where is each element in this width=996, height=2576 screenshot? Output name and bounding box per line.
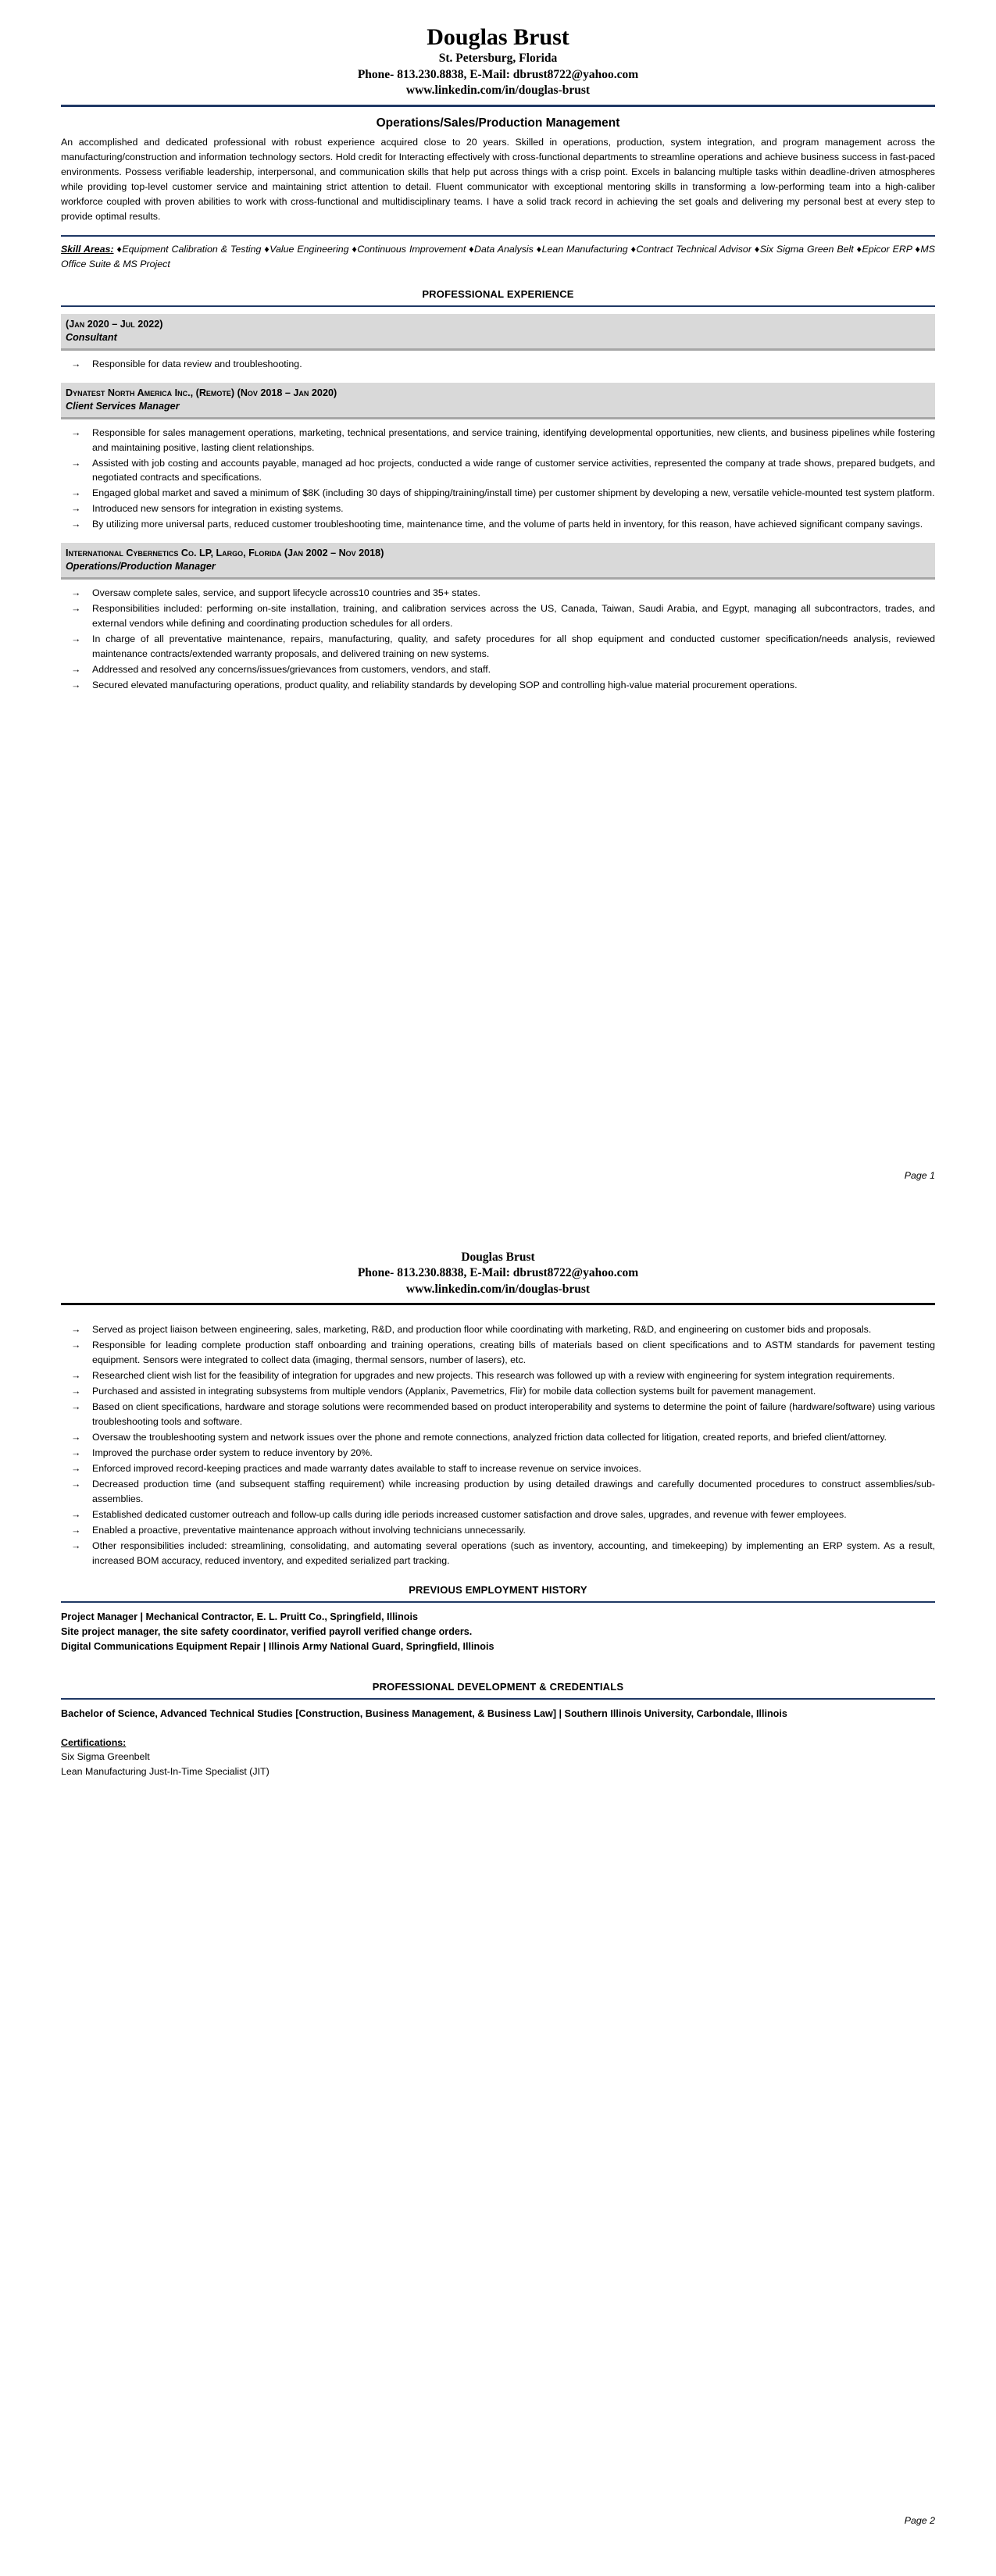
- page-footer-1: Page 1: [904, 1170, 935, 1181]
- candidate-location: St. Petersburg, Florida: [438, 52, 558, 66]
- resume-header: [61, 23, 935, 107]
- bullet-text: Assisted with job costing and accounts payable, managed ad hoc projects, conducted a wide range of customer service activities, represented the company at trade shows, prepared budgets, and negotiated contracts and specifications.: [92, 457, 935, 483]
- job-entry-header: [61, 383, 935, 419]
- certifications-label: Certifications:: [61, 1736, 127, 1748]
- arrow-bullet-icon: →: [71, 1401, 81, 1413]
- bullet-text: Other responsibilities included: streamlining, consolidating, and automating several operations (such as inventory, accounting, and timekeeping) by implementing an ERP system. As a result, increased BOM accuracy, reduced inventory, and expedited serialized part tracking.: [92, 1540, 935, 1566]
- list-item: [61, 662, 935, 677]
- header-divider: [61, 1303, 935, 1305]
- list-item: [61, 586, 935, 601]
- bullet-text: By utilizing more universal parts, reduced customer troubleshooting time, maintenance time, and the volume of parts held in inventory, for this reason, have achieved significant company savings.: [92, 519, 923, 530]
- bullet-text: In charge of all preventative maintenance, repairs, manufacturing, quality, and safety procedures for all shop equipment and conducted customer specification/needs analysis, reviewed maintenance contracts/extended warranty proposals, and delivered training on new systems.: [92, 633, 935, 660]
- certification-item: Lean Manufacturing Just-In-Time Specialist (JIT): [61, 1765, 270, 1777]
- list-item: [61, 1338, 935, 1368]
- page-title: Operations/Sales/Production Management: [376, 116, 620, 130]
- job-title: Consultant: [66, 331, 117, 343]
- bullet-text: Researched client wish list for the feasibility of integration for upgrades and new projects. This research was followed up with a review with engineering for system integration requirements.: [92, 1370, 895, 1382]
- arrow-bullet-icon: →: [71, 1508, 81, 1520]
- bullet-text: Secured elevated manufacturing operations, product quality, and reliability standards by developing SOP and controlling high-value material procurement operations.: [92, 680, 798, 691]
- job-bullets: [61, 586, 935, 693]
- list-item: [61, 501, 935, 516]
- list-item: [61, 1507, 935, 1522]
- resume-page-2: [0, 1250, 996, 2576]
- bullet-text: Decreased production time (and subsequent staffing requirement) while increasing production by using detailed drawings and carefully documented procedures to construct assemblies/sub-assemblies.: [92, 1479, 935, 1505]
- skill-areas-list: ♦Equipment Calibration & Testing ♦Value Engineering ♦Continuous Improvement ♦Data Analysis ♦Lean Manufacturing ♦Contract Technical Advisor ♦Six Sigma Green Belt ♦Epicor ERP ♦MS Office Suite & MS Project: [61, 244, 935, 270]
- job-entry-header: [61, 314, 935, 351]
- experience-divider: [61, 305, 935, 307]
- arrow-bullet-icon: →: [71, 664, 81, 676]
- resume-header-page2: [61, 1250, 935, 1305]
- bullet-text: Improved the purchase order system to reduce inventory by 20%.: [92, 1447, 373, 1459]
- certification-item: Six Sigma Greenbelt: [61, 1751, 150, 1763]
- list-item: [61, 1384, 935, 1399]
- bullet-text: Responsible for sales management operations, marketing, technical presentations, and service training, identifying developmental opportunities, new clients, and business pipelines while fostering and maintaining positive, lasting client relationships.: [92, 426, 935, 453]
- candidate-contact: Phone- 813.230.8838, E-Mail: dbrust8722@yahoo.com: [357, 67, 639, 81]
- list-item: [61, 1461, 935, 1476]
- candidate-linkedin: www.linkedin.com/in/douglas-brust: [405, 84, 591, 98]
- candidate-name: Douglas Brust: [427, 24, 569, 50]
- section-title-experience: PROFESSIONAL EXPERIENCE: [422, 287, 574, 300]
- bullet-text: Based on client specifications, hardware and storage solutions were recommended based on product interoperability and systems to determine the point of failure (hardware/software) using various troubleshooting tools and software.: [92, 1401, 935, 1428]
- bullet-text: Addressed and resolved any concerns/issues/grievances from customers, vendors, and staff.: [92, 664, 491, 676]
- professional-summary: An accomplished and dedicated professional with robust experience acquired close to 20 years. Skilled in operations, production, system integration, and program management across the manufacturing/construction and information technology sectors. Hold credit for Interacting effectively with cross-functional departments to streamline operations and achieve business success in fast-paced environments. Possess verifiable leadership, interpersonal, and communication skills that help put across things with a crisp point. Excels in balancing multiple tasks within deadline-driven atmospheres while providing top-level customer service and maintaining strict attention to detail. Fluent communicator with exceptional mentoring skills in transforming a low-performing team into a high-caliber workforce coupled with proven abilities to work with cross-functional and multidisciplinary teams. I have a solid track record in achieving the set goals and delivering my personal best at every step to provide optimal results.: [61, 137, 935, 223]
- list-item: [61, 1400, 935, 1429]
- job-bullets: [61, 426, 935, 533]
- bullet-text: Enforced improved record-keeping practices and made warranty dates available to staff to increase revenue on service invoices.: [92, 1463, 641, 1475]
- arrow-bullet-icon: →: [71, 1324, 81, 1336]
- list-item: [61, 486, 935, 501]
- skills-divider: [61, 235, 935, 237]
- job-company: (Jan 2020 – Jul 2022): [66, 318, 163, 330]
- job-bullets-continued: [61, 1322, 935, 1568]
- previous-employment-divider: [61, 1601, 935, 1603]
- list-item: Project Manager | Mechanical Contractor, E. L. Pruitt Co., Springfield, Illinois: [61, 1611, 418, 1622]
- arrow-bullet-icon: →: [71, 503, 81, 515]
- education-entry: Bachelor of Science, Advanced Technical Studies [Construction, Business Management, & Business Law] | Southern Illinois University, Carbondale, Illinois: [61, 1707, 787, 1719]
- job-company: Dynatest North America Inc., (Remote) (Nov 2018 – Jan 2020): [66, 387, 337, 398]
- arrow-bullet-icon: →: [71, 519, 81, 530]
- arrow-bullet-icon: →: [71, 358, 81, 369]
- arrow-bullet-icon: →: [71, 680, 81, 691]
- arrow-bullet-icon: →: [71, 426, 81, 438]
- arrow-bullet-icon: →: [71, 1447, 81, 1459]
- list-item: [61, 357, 935, 372]
- arrow-bullet-icon: →: [71, 587, 81, 599]
- skill-areas-label: Skill Areas:: [61, 244, 114, 255]
- list-item: [61, 1430, 935, 1445]
- list-item: [61, 1477, 935, 1507]
- arrow-bullet-icon: →: [71, 1479, 81, 1490]
- bullet-text: Responsible for leading complete production staff onboarding and training operations, creating bills of materials based on client specifications and to ASTM standards for pavement testing equipment. Sensors were integrated to collect data (imaging, thermal sensors, number of lasers), etc.: [92, 1340, 935, 1366]
- list-item: [61, 1539, 935, 1568]
- bullet-text: Engaged global market and saved a minimum of $8K (including 30 days of shipping/training/install time) per customer shipment by developing a new, versatile vehicle-mounted test system platform.: [92, 487, 935, 499]
- bullet-text: Served as project liaison between engineering, sales, marketing, R&D, and production floor while coordinating with marketing, R&D, and engineering on customer bids and proposals.: [92, 1324, 872, 1336]
- skill-areas: [61, 242, 935, 272]
- list-item: [61, 456, 935, 486]
- job-entry-header: [61, 543, 935, 580]
- arrow-bullet-icon: →: [71, 1540, 81, 1551]
- arrow-bullet-icon: →: [71, 1524, 81, 1536]
- bullet-text: Responsibilities included: performing on-site installation, training, and calibration services across the US, Canada, Taiwan, Saudi Arabia, and Egypt, managing all subcontractors, trades, and external vendors while defining and coordinating production schedules for all orders.: [92, 603, 935, 630]
- job-company: International Cybernetics Co. LP, Largo, Florida (Jan 2002 – Nov 2018): [66, 548, 384, 559]
- list-item: Site project manager, the site safety coordinator, verified payroll verified change orders.: [61, 1625, 473, 1637]
- bullet-text: Purchased and assisted in integrating subsystems from multiple vendors (Applanix, Pavemetrics, Flir) for mobile data collection systems built for pavement management.: [92, 1386, 816, 1397]
- bullet-text: Introduced new sensors for integration in existing systems.: [92, 503, 344, 515]
- candidate-name: Douglas Brust: [461, 1251, 535, 1264]
- arrow-bullet-icon: →: [71, 487, 81, 499]
- development-divider: [61, 1698, 935, 1700]
- list-item: Digital Communications Equipment Repair | Illinois Army National Guard, Springfield, Illinois: [61, 1640, 494, 1652]
- arrow-bullet-icon: →: [71, 1463, 81, 1475]
- arrow-bullet-icon: →: [71, 1370, 81, 1382]
- candidate-contact: Phone- 813.230.8838, E-Mail: dbrust8722@yahoo.com: [357, 1266, 639, 1280]
- bullet-text: Oversaw complete sales, service, and support lifecycle across10 countries and 35+ states.: [92, 587, 480, 599]
- previous-employment-list: [61, 1610, 935, 1654]
- list-item: [61, 601, 935, 631]
- list-item: [61, 632, 935, 662]
- job-bullets: [61, 357, 935, 372]
- list-item: [61, 1446, 935, 1461]
- list-item: [61, 1322, 935, 1337]
- list-item: [61, 517, 935, 532]
- job-title: Client Services Manager: [66, 400, 180, 412]
- list-item: [61, 1523, 935, 1538]
- header-divider: [61, 105, 935, 107]
- arrow-bullet-icon: →: [71, 457, 81, 469]
- bullet-text: Established dedicated customer outreach and follow-up calls during idle periods increased customer satisfaction and drove sales, upgrades, and revenue with fewer employees.: [92, 1508, 847, 1520]
- resume-page-1: [0, 0, 996, 1250]
- arrow-bullet-icon: →: [71, 603, 81, 615]
- section-title-previous-employment: PREVIOUS EMPLOYMENT HISTORY: [409, 1583, 587, 1596]
- job-title: Operations/Production Manager: [66, 561, 216, 573]
- bullet-text: Oversaw the troubleshooting system and network issues over the phone and remote connections, analyzed friction data collected for litigation, created reports, and briefed client/attorney.: [92, 1432, 887, 1443]
- candidate-linkedin: www.linkedin.com/in/douglas-brust: [405, 1282, 591, 1296]
- bullet-text: Responsible for data review and troubleshooting.: [92, 358, 302, 369]
- page-footer-2: Page 2: [904, 2515, 935, 2526]
- arrow-bullet-icon: →: [71, 1432, 81, 1443]
- section-title-development: PROFESSIONAL DEVELOPMENT & CREDENTIALS: [372, 1680, 624, 1693]
- bullet-text: Enabled a proactive, preventative maintenance approach without involving technicians unnecessarily.: [92, 1524, 526, 1536]
- arrow-bullet-icon: →: [71, 1340, 81, 1351]
- arrow-bullet-icon: →: [71, 1386, 81, 1397]
- list-item: [61, 426, 935, 455]
- arrow-bullet-icon: →: [71, 633, 81, 645]
- list-item: [61, 678, 935, 693]
- list-item: [61, 1368, 935, 1383]
